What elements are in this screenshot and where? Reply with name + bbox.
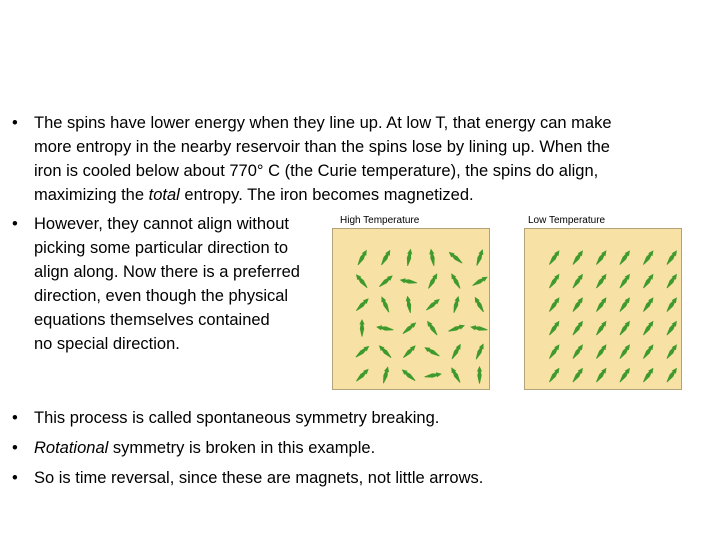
spin-arrow xyxy=(643,274,653,288)
spin-arrow xyxy=(596,344,606,358)
spin-arrow xyxy=(596,368,606,382)
spin-arrow xyxy=(475,297,484,312)
bullet-dot: • xyxy=(12,215,18,233)
spin-arrow xyxy=(452,344,461,359)
spin-arrow xyxy=(470,325,487,330)
spin-arrow xyxy=(549,250,559,264)
spin-arrow xyxy=(620,368,630,382)
bullet-line: more entropy in the nearby reservoir than the spins lose by lining up. When the xyxy=(34,138,610,156)
spin-arrow xyxy=(383,366,389,383)
bullet-line xyxy=(34,436,375,460)
text-run: entropy. The iron becomes magnetized. xyxy=(179,186,474,204)
spin-arrow xyxy=(667,274,677,288)
spin-arrow xyxy=(427,321,437,335)
spin-arrow xyxy=(596,297,606,311)
spin-arrow xyxy=(379,345,391,357)
bullet-line: So is time reversal, since these are magnets, not little arrows. xyxy=(34,469,484,487)
spin-arrow xyxy=(620,297,630,311)
spin-arrow xyxy=(406,296,411,313)
spin-arrow xyxy=(476,343,483,359)
spin-arrow xyxy=(400,278,417,283)
spin-arrow xyxy=(667,368,677,382)
spin-arrow xyxy=(573,368,583,382)
spin-arrow xyxy=(381,296,388,312)
spin-arrow xyxy=(424,347,439,356)
spin-arrow xyxy=(426,299,439,310)
spin-arrow xyxy=(573,274,583,288)
spin-arrow xyxy=(382,250,391,265)
low-temperature-spins xyxy=(524,228,680,388)
spin-arrow xyxy=(573,297,583,311)
spin-arrow xyxy=(596,274,606,288)
bullet-line: This process is called spontaneous symmetry breaking. xyxy=(34,409,440,427)
spin-arrow xyxy=(667,250,677,264)
bullet-line: However, they cannot align without xyxy=(34,215,289,233)
spin-arrow xyxy=(643,368,653,382)
bullet-line: no special direction. xyxy=(34,335,180,353)
spin-arrow xyxy=(573,344,583,358)
spin-arrow xyxy=(573,321,583,335)
spin-arrow xyxy=(451,367,460,382)
spin-arrow xyxy=(358,250,367,265)
spin-arrow xyxy=(402,369,415,380)
spin-arrow xyxy=(448,325,464,332)
spin-arrow xyxy=(549,344,559,358)
spin-arrow xyxy=(449,252,462,263)
high-temperature-spins xyxy=(332,228,488,388)
bullet-line: direction, even though the physical xyxy=(34,287,289,305)
spin-arrow xyxy=(359,319,364,337)
spin-arrow xyxy=(643,250,653,264)
bullet-line: align along. Now there is a preferred xyxy=(34,263,300,281)
spin-arrow xyxy=(403,322,416,333)
spin-arrow xyxy=(407,249,412,266)
spin-arrow xyxy=(356,274,367,287)
text-run: maximizing the xyxy=(34,186,149,204)
spin-arrow xyxy=(620,274,630,288)
spin-arrow xyxy=(596,321,606,335)
spin-arrow xyxy=(429,249,434,266)
spin-arrow xyxy=(667,321,677,335)
spin-arrow xyxy=(356,298,368,310)
spin-arrow xyxy=(620,344,630,358)
spin-arrow xyxy=(356,346,369,357)
bullet-line: equations themselves contained xyxy=(34,311,270,329)
low-temperature-label: Low Temperature xyxy=(528,215,606,226)
text-run: symmetry is broken in this example. xyxy=(108,439,376,457)
spin-arrow xyxy=(596,250,606,264)
spin-arrow xyxy=(425,372,442,377)
spin-arrow xyxy=(643,297,653,311)
spin-arrow xyxy=(403,345,415,357)
spin-arrow xyxy=(643,344,653,358)
spin-arrow xyxy=(667,297,677,311)
spin-arrow xyxy=(429,273,438,288)
high-temperature-label: High Temperature xyxy=(340,215,420,226)
bullet-dot: • xyxy=(12,469,18,487)
spin-arrow xyxy=(376,325,393,330)
spin-arrow xyxy=(477,249,484,265)
spin-arrow xyxy=(356,369,368,381)
spin-arrow xyxy=(549,274,559,288)
spin-arrow xyxy=(620,250,630,264)
emphasis-text: total xyxy=(148,186,180,204)
spin-arrow xyxy=(549,297,559,311)
bullet-dot: • xyxy=(12,439,18,457)
spin-arrow xyxy=(549,368,559,382)
bullet-dot: • xyxy=(12,409,18,427)
spin-arrow xyxy=(477,366,482,384)
spin-arrow xyxy=(451,273,460,288)
bullet-line: picking some particular direction to xyxy=(34,239,289,257)
spin-arrow xyxy=(549,321,559,335)
bullet-line xyxy=(34,183,474,207)
spin-arrow xyxy=(667,344,677,358)
bullet-line: The spins have lower energy when they line up. At low T, that energy can make xyxy=(34,114,612,132)
spin-arrow xyxy=(454,296,460,313)
emphasis-text: Rotational xyxy=(34,439,109,457)
bullet-dot: • xyxy=(12,114,18,132)
spin-arrow xyxy=(573,250,583,264)
spin-arrow xyxy=(643,321,653,335)
spin-arrow xyxy=(379,275,392,286)
bullet-line: iron is cooled below about 770° C (the Curie temperature), the spins do align, xyxy=(34,162,599,180)
spin-arrow xyxy=(620,321,630,335)
spin-arrow xyxy=(473,277,488,286)
